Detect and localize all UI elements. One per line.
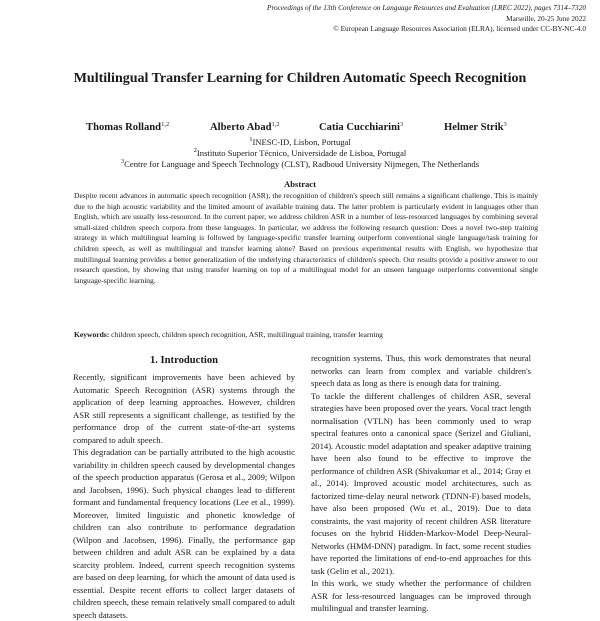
author-name: Catia Cucchiarini: [319, 122, 400, 133]
author-affiliation-mark: 3: [503, 121, 507, 128]
paragraph: To tackle the different challenges of children ASR, several strategies have been proposed over the years. Vocal tract length normalisation (VTLN) has been commonly used to wrap spectral features onto a canonical space (Serizel and Giuliani, 2014). Acoustic model adaptation and speaker adaptive training have been also found to be effective to improve the performance of children ASR (Shivakumar et al., 2014; Gray et al., 2014). Improved acoustic model architectures, such as factorized time-delay neural network (TDNN-F) based models, have also been proposed (Wu et al., 2019). Due to data constraints, the vast majority of recent children ASR literature focuses on the hybrid Hidden-Markov-Model Deep-Neural-Networks (HMM-DNN) paradigm. In fact, some recent studies have reported the limitations of end-to-end approaches for this task (Gelin et al., 2021).: [311, 390, 531, 576]
author-list: [0, 122, 600, 136]
author-name: Alberto Abad: [210, 122, 272, 133]
affiliation-list: [0, 137, 600, 171]
author-affiliation-mark: 1,2: [161, 121, 170, 128]
proceedings-header: [166, 3, 586, 35]
affiliation-1: $^1$INESC-ID, Lisbon, Portugal: [249, 136, 351, 147]
keywords-list: children speech, children speech recognition, ASR, multilingual training, transfer learning: [109, 330, 383, 339]
author-3: [319, 122, 403, 133]
abstract-heading: Abstract: [284, 179, 316, 189]
left-column: [73, 352, 295, 621]
keywords-label: Keywords:: [74, 330, 110, 339]
paragraph: In this work, we study whether the performance of children ASR for less-resourced languages can be improved through multilingual and transfer learning.: [311, 578, 531, 613]
section-heading-introduction: 1. Introduction: [149, 355, 219, 366]
author-name: Helmer Strik: [444, 122, 504, 133]
header-venue: Proceedings of the 13th Conference on Language Resources and Evaluation (LREC 2022), pages 7314–7320: [267, 3, 586, 12]
affiliation-2: $^2$Instituto Superior Técnico, Universidade de Lisboa, Portugal: [193, 147, 407, 159]
author-name: Thomas Rolland: [86, 122, 162, 133]
right-column: [311, 352, 531, 615]
affiliation-3: $^3$Centre for Language and Speech Technology (CLST), Radboud University Nijmegen, The Netherlands: [120, 158, 480, 170]
abstract-body: Despite recent advances in automatic speech recognition (ASR), the recognition of children's speech still remains a significant challenge. This is mainly due to the high acoustic variability and the limited amount of available training data. The latter problem is particularly evident in languages other than English, which are usually less-resourced. In the current paper, we address children ASR in a number of less-resourced languages by combining several small-sized children speech corpora from these languages. In particular, we address the following research question: Does a novel two-step training strategy in which multilingual learning is followed by language-specific transfer learning outperform conventional single language/task training for children speech, as well as multilingual and transfer learning alone? Based on previous experimental results with English, we hypothesize that multilingual learning provides a better generalization of the underlying characteristics of children's speech. Our results provide a positive answer to our research question, by showing that using transfer learning on top of a multilingual model for an unseen language outperforms conventional single language-specific learning.: [74, 191, 538, 285]
paragraph: Recently, significant improvements have been achieved by Automatic Speech Recognition (ASR) systems through the application of deep learning approaches. However, children ASR still represents a significant challenge, as testified by the performance drop of the current state-of-the-art systems compared to adult speech.: [73, 372, 295, 445]
author-2: [210, 122, 280, 133]
author-affiliation-mark: 3: [399, 121, 404, 128]
keywords: [74, 330, 538, 341]
author-1: [86, 122, 169, 133]
paragraph: This degradation can be partially attributed to the high acoustic variability in children speech caused by developmental changes of the speech production apparatus (Gerosa et al., 2009; Wilpon and Jacobsen, 1996). Such physical changes lead to different formant and fundamental frequency locations (Lee et al., 1999). Moreover, limited linguistic and phonetic knowledge of children can also contribute to performance degradation (Wilpon and Jacobsen, 1996). Finally, the performance gap between children and adult ASR can be explained by a data scarcity problem. Indeed, current speech recognition systems are based on deep learning, for which the amount of data used is essential. Despite recent efforts to collect larger datasets of children speech, these remain relatively small compared to adult speech datasets.: [73, 447, 295, 620]
header-location: Marseille, 20-25 June 2022: [506, 13, 586, 23]
paragraph: recognition systems. Thus, this work demonstrates that neural networks can learn from complex and variable children's speech data as long as there is enough data for training.: [311, 353, 531, 388]
header-license: © European Language Resources Association (ELRA), licensed under CC-BY-NC-4.0: [333, 24, 586, 34]
author-affiliation-mark: 1,2: [271, 121, 280, 128]
paper-title: Multilingual Transfer Learning for Children Automatic Speech Recognition: [73, 71, 527, 86]
author-4: [444, 122, 507, 133]
